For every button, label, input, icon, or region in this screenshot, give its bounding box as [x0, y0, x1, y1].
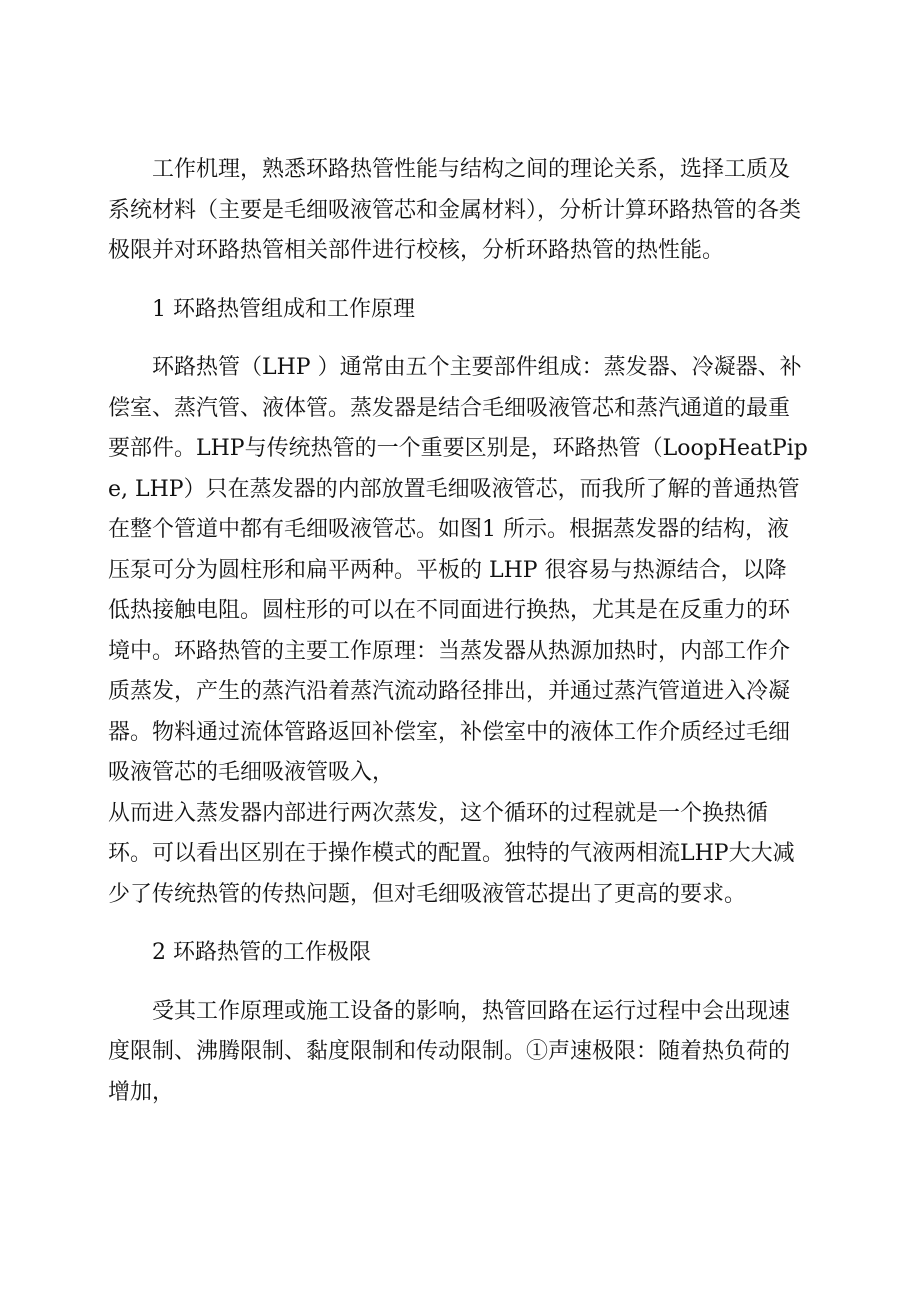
section-2-paragraph: 受其工作原理或施工设备的影响，热管回路在运行过程中会出现速度限制、沸腾限制、黏度限制和传动限制。①声速极限：随着热负荷的增加， [108, 998, 791, 1105]
paragraph-gap [108, 330, 808, 348]
section-1-paragraph: 环路热管（LHP ）通常由五个主要部件组成：蒸发器、冷凝器、补偿室、蒸汽管、液体管。蒸发器是结合毛细吸液管芯和蒸汽通道的最重要部件。LHP与传统热管的一个重要区别是，环路热管（LoopHeatPipe, LHP）只在蒸发器的内部放置毛细吸液管芯，而我所了解的普通热管在整个管道中都有毛细吸液管芯。如图1 所示。根据蒸发器的结构，液压泵可分为圆柱形和扁平两种。平板的 LHP 很容易与热源结合，以降低热接触电阻。圆柱形的可以在不同面进行换热，尤其是在反重力的环境中。环路热管的主要工作原理：当蒸发器从热源加热时，内部工作介质蒸发，产生的蒸汽沿着蒸汽流动路径排出，并通过蒸汽管道进入冷凝器。物料通过流体管路返回补偿室，补偿室中的液体工作介质经过毛细吸液管芯的毛细吸液管吸入， [108, 355, 808, 785]
section-heading-1: 1 环路热管组成和工作原理 [152, 296, 415, 322]
section-heading-2: 2 环路热管的工作极限 [152, 940, 371, 965]
document-body [108, 150, 808, 1113]
section-1-continuation: 从而进入蒸发器内部进行两次蒸发，这个循环的过程就是一个换热循环。可以看出区别在于操作模式的配置。独特的气液两相流LHP大大减少了传统热管的传热问题，但对毛细吸液管芯提出了更高的要求。 [108, 800, 795, 907]
intro-paragraph: 工作机理，熟悉环路热管性能与结构之间的理论关系，选择工质及系统材料（主要是毛细吸液管芯和金属材料），分析计算环路热管的各类极限并对环路热管相关部件进行校核，分析环路热管的热性能。 [108, 157, 802, 263]
paragraph-gap [108, 974, 808, 992]
paragraph-gap [108, 272, 808, 290]
paragraph-gap [108, 915, 808, 933]
